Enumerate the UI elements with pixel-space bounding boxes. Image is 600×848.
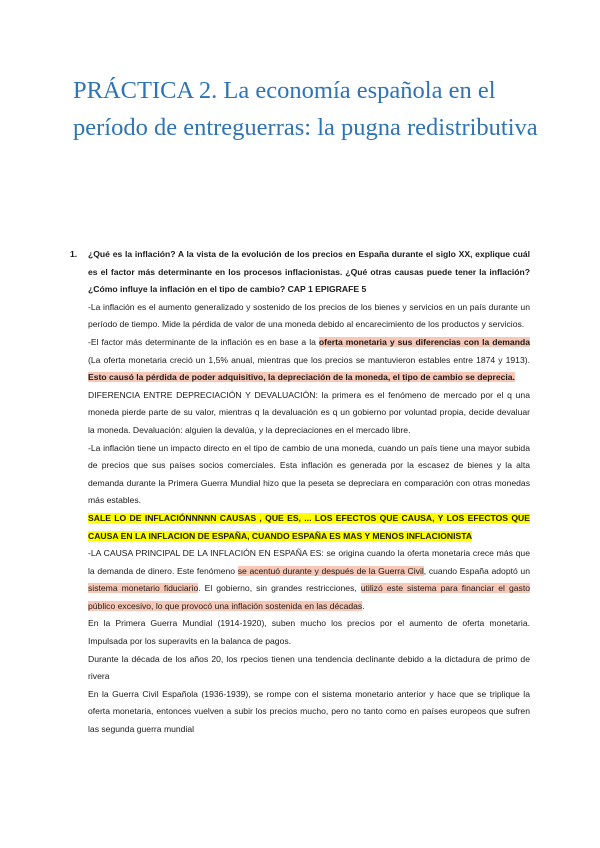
paragraph-definition: -La inflación es el aumento generalizado y sostenido de los precios de los bienes y servicios en un país durante un período de tiempo. Mide la pérdida de valor de una moneda debido al encarecimiento de los productos y servicios. [88,301,530,330]
p6-text-g: . [362,600,365,611]
p6-highlight-d: sistema monetario fiduciario [88,583,199,594]
paragraph-ww1: En la Primera Guerra Mundial (1914-1920), suben mucho los precios por el aumento de oferta monetaria. Impulsada por los superavits en la balanca de pagos. [88,618,530,647]
paragraph-civil-war: En la Guerra Civil Española (1936-1939), se rompe con el sistema monetario anterior y hace que se triplique la oferta monetaria, entonces vuelven a subir los precios mucho, pero no tanto como en países europeos que sufren las segunda guerra mundial [88,688,530,735]
paragraph-main-cause [88,545,530,615]
p2-highlight-b: oferta monetaria y sus diferencias con la demanda [318,336,530,347]
paragraph-exchange-rate: -La inflación tiene un impacto directo en el tipo de cambio de una moneda, cuando un país tiene una mayor subida de precios que sus países socios comerciales. Esta inflación es generada por la escasez de bienes y la alta demanda durante la Primera Guerra Mundial hizo que la peseta se depreciara en comparación con otras monedas más estables. [88,442,530,506]
document-body [70,246,530,739]
p2-highlight-d: Esto causó la pérdida de poder adquisitivo, la depreciación de la moneda, el tipo de cambio se deprecia. [88,372,515,383]
question-text: ¿Qué es la inflación? A la vista de la evolución de los precios en España durante el siglo XX, explique cuál es el factor más determinante en los procesos inflacionistas. ¿Qué otras causas puede tener la inflación? ¿Cómo influye la inflación en el tipo de cambio? [88,249,530,295]
p6-text-e: . El gobierno, sin grandes restricciones, [198,583,361,594]
paragraph-1920s: Durante la década de los años 20, los rpecios tienen una tendencia declinante debido a la dictadura de primo de rivera [88,653,530,682]
exam-note-highlight: SALE LO DE INFLACIÓNNNNN CAUSAS , QUE ES, ... LOS EFECTOS QUE CAUSA, Y LOS EFECTOS QUE CAUSA EN LA INFLACION DE ESPAÑA, CUANDO ESPAÑA ES MAS Y MENOS INFLACIONISTA [88,512,530,541]
paragraph-exam-note [88,510,530,545]
p6-highlight-b: se acentuó durante y después de la Guerra Civil [237,565,424,576]
question-ref: CAP 1 EPIGRAFE 5 [287,284,367,295]
p6-text-c: , cuando España adoptó un [423,565,530,576]
page-title: PRÁCTICA 2. La economía española en el período de entreguerras: la pugna redistributiva [73,77,538,141]
p6-highlight-f: utilizó este sistema para financiar el gasto público excesivo, lo que provocó una inflación sostenida en las décadas [88,583,530,611]
question-number: 1. [70,249,78,259]
p2-text-c: (La oferta monetaria creció un 1,5% anual, mientras que los precios se mantuvieron estables entre 1874 y 1913). [88,354,530,365]
question-1 [70,246,530,299]
p6-text-a: -LA CAUSA PRINCIPAL DE LA INFLACIÓN EN ESPAÑA ES: se origina cuando la oferta monetaria crece más que la demanda de dinero. Este fenómeno [88,548,530,576]
p2-text-a: -El factor más determinante de la inflación es en base a la [88,336,319,347]
paragraph-main-factor [88,334,530,387]
paragraph-depreciation: DIFERENCIA ENTRE DEPRECIACIÓN Y DEVALUACIÓN: la primera es el fenómeno de mercado por el q una moneda pierde parte de su valor, mientras q la devaluación es q un gobierno por voluntad propia, decide devaluar la moneda. Devaluación: alguien la devalúa, y la depreciaciones en el mercado libre. [88,389,530,435]
